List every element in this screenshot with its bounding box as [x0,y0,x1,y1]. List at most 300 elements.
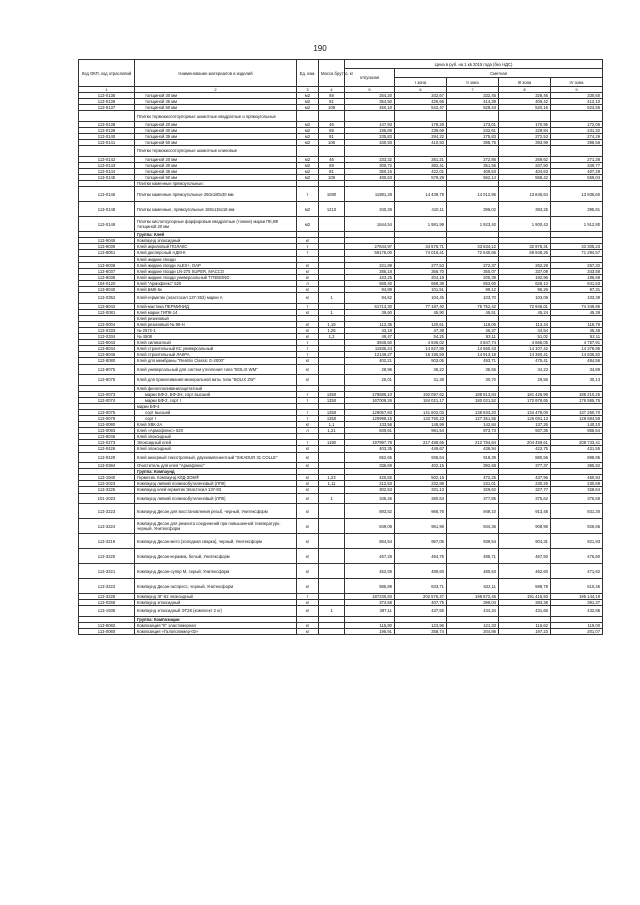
row-mass: 46 [319,156,345,162]
row-zone2-price: 399,04 [447,600,499,606]
row-code: 113-3228 [79,594,135,600]
row-name: толщиной 35 мм [135,133,297,139]
row-zone3-price: 44,54 [499,327,551,333]
row-code: 113-0141 [79,140,135,146]
row-code: 113-8043 [79,340,135,346]
row-code: 113-1936 [79,606,135,617]
row-name: Клей силикатный [135,340,297,346]
row-unit: кг [297,327,319,333]
row-name: Клей "Армофлекс" 520 [135,280,297,286]
row-zone4-price: 460,94 [551,475,603,481]
row-zone3-price: 377,37 [499,463,551,469]
row-release-price: 84,62 [345,293,395,304]
row-zone4-price: 898,95 [551,452,603,463]
row-unit: кг [297,519,319,534]
row-code: 104-0120 [79,280,135,286]
row-release-price: 893,52 [345,504,395,519]
row-zone2-price: 204,86 [447,628,499,634]
row-unit: т [297,340,319,346]
row-name: Клей фенолполивинилацетатный [135,385,297,391]
row-zone3-price: 393,25 [499,202,551,217]
row-zone4-price: 412,10 [551,99,603,105]
row-mass [319,519,345,534]
row-zone3-price: 51,02 [499,334,551,340]
row-zone4-price: 955,54 [551,428,603,434]
row-mass: 1,2 [319,334,345,340]
row-unit: м2 [297,168,319,174]
row-zone2-price: 562,14 [447,174,499,180]
row-code: 113-8037 [79,268,135,274]
row-zone3-price: 462,60 [499,564,551,579]
row-zone2-price: 35,55 [447,364,499,375]
row-unit: кг [297,475,319,481]
row-zone3-price: 181 426,99 [499,391,551,397]
row-zone2-price: 173,01 [447,121,499,127]
row-zone1-price: 426,66 [395,99,447,105]
row-code: 113-0273 [79,440,135,446]
row-zone2-price: 329,62 [447,487,499,493]
row-name: сорт I [135,415,297,421]
row-zone2-price: 212 784,64 [447,440,499,446]
row-code: 113-0060 [79,628,135,634]
row-release-price: 864,54 [345,534,395,549]
row-code: 113-9039 [79,244,135,250]
row-release-price: 450,10 [345,105,395,111]
row-unit: т [297,409,319,415]
row-zone2-price: 14 012,96 [447,187,499,202]
row-name: толщиной 20 мм [135,156,297,162]
row-code: 113-0145 [79,174,135,180]
row-code: 113-1940 [79,475,135,481]
header-code: Код ОКП, код отраслевой [79,60,135,87]
row-zone2-price: 436,94 [447,446,499,452]
col-number: 1 [79,87,135,93]
row-mass: 1210 [319,202,345,217]
table-row [79,534,603,549]
row-zone4-price: 396,56 [551,140,603,146]
row-zone2-price: 231,01 [447,481,499,487]
row-zone3-price: 126 081,13 [499,415,551,421]
row-zone2-price: 53,11 [447,334,499,340]
row-zone3-price: 116,62 [499,622,551,628]
row-code: 113-8038 [79,274,135,280]
row-release-price: 233,32 [345,156,395,162]
row-zone4-price: 330,60 [551,93,603,99]
row-zone4-price: 103,39 [551,293,603,304]
row-zone4-price: 349,77 [551,162,603,168]
row-zone4-price: 476,60 [551,549,603,564]
row-mass: 1,11 [319,481,345,487]
row-mass [319,579,345,594]
row-code: 113-3220 [79,549,135,564]
row-zone1-price: 104,45 [395,293,447,304]
row-zone1-price: 356,70 [395,268,447,274]
row-code: 113-8061 [79,250,135,256]
row-zone1-price [395,111,447,122]
row-unit: т [297,391,319,397]
row-code: 113-8046 [79,434,135,440]
row-name: Клей для мембраны "Resitrix Classic G-2000" [135,358,297,364]
row-zone3-price: 327,77 [499,487,551,493]
row-name: Компаунд ЭГ-62 эпоксидный [135,594,297,600]
row-zone3-price: 913,48 [499,504,551,519]
row-zone4-price: 34,89 [551,364,603,375]
row-unit: т [297,250,319,256]
row-code: 113-0148 [79,202,135,217]
row-name: толщиной 35 мм [135,168,297,174]
row-zone1-price: 217 488,65 [395,440,447,446]
row-zone1-price: 957,05 [395,534,447,549]
row-code: 113-0144 [79,168,135,174]
row-release-price: 849,08 [345,519,395,534]
row-unit: т [297,303,319,309]
row-zone4-price: 71 294,57 [551,250,603,256]
row-zone3-price: 192,96 [499,274,551,280]
row-zone4-price: 610,45 [551,579,603,594]
row-code: 113-8045 [79,352,135,358]
row-code: 113-0076 [79,415,135,421]
row-code: 113-0142 [79,156,135,162]
row-unit: кг [297,534,319,549]
row-name: Плитки термокислотоупорные шамотные квадратные и прямоугольные [135,111,297,122]
row-name: Плитки кислотоупорные фарфоровые квадратные (тонкие) марки ПК,КФ толщиной 20 мм [135,217,297,232]
row-name: Клей-герметик (эластосил 137-352) марки А [135,293,297,304]
table-row [79,504,603,519]
row-release-price: 11981,28 [345,187,395,202]
row-zone3-price: 95,26 [499,286,551,292]
row-zone2-price: 653,60 [447,280,499,286]
row-mass: 1350 [319,415,345,421]
row-zone1-price: 961,96 [395,519,447,534]
row-unit: кг [297,564,319,579]
row-code: 113-3221 [79,564,135,579]
row-unit: кг [297,446,319,452]
row-zone4-price: 13 935,60 [551,187,603,202]
row-zone4-price: 201,07 [551,628,603,634]
row-zone3-price: 375,62 [499,493,551,504]
row-zone1-price: 34 575,71 [395,244,447,250]
row-release-price: 585,89 [345,579,395,594]
row-unit [297,111,319,122]
table-row [79,564,603,579]
row-zone3-price: 393,99 [499,140,551,146]
row-code: 113-0073 [79,391,135,397]
row-unit: м2 [297,162,319,168]
row-unit: кг [297,504,319,519]
row-name: Клей жидкие гвозди ALEX+, DAP [135,262,297,268]
row-name: марки БФ-4 [135,403,297,409]
row-unit: кг [297,274,319,280]
row-release-price: 350,15 [345,168,395,174]
row-zone1-price: 437,55 [395,606,447,617]
row-zone1-price: 14 927,89 [395,346,447,352]
row-name: Клей строительный ЛАКРА [135,352,297,358]
row-code [79,146,135,157]
row-code: 113-0140 [79,133,135,139]
row-unit: т [297,244,319,250]
row-release-price: 403,35 [345,446,395,452]
row-name: толщиной 20 мм [135,121,297,127]
row-zone3-price: 14 360,41 [499,352,551,358]
row-mass [319,146,345,157]
row-name: Очиститель для клея "Армофлекс" [135,463,297,469]
row-release-price: 852,65 [345,452,395,463]
row-name: Компаунд липкий полиизобутиленовый (ЛПК) [135,493,297,504]
row-release-price: 302,53 [345,487,395,493]
row-unit: л [297,280,319,286]
row-zone1-price: 362,41 [395,162,447,168]
row-code: 113-0004 [79,321,135,327]
row-name: Плитки каменные прямоугольные: [135,181,297,187]
row-code: 113-0429 [79,452,135,463]
row-name: Группа: Композиции [135,616,297,622]
row-name: Компаунд клей-герметик Эластосил 137-83 [135,487,297,493]
row-code: 113-8042 [79,303,135,309]
row-zone3-price: 204 459,61 [499,440,551,446]
row-zone1-price: 422,01 [395,168,447,174]
header-estimated: Сметная [395,69,603,78]
row-release-price: 59176,00 [345,250,395,256]
row-zone1-price: 502,15 [395,475,447,481]
row-zone4-price: 274,29 [551,133,603,139]
row-name: толщиной 50 мм [135,174,297,180]
row-unit: т [297,440,319,446]
row-zone4-price: 385,92 [551,463,603,469]
row-zone3-price: 13 845,64 [499,187,551,202]
row-zone3-price [499,111,551,122]
row-zone3-price: 404,63 [499,168,551,174]
row-zone3-price [499,146,551,157]
row-zone4-price: 196,68 [551,274,603,280]
row-code: 113-2023 [79,481,135,487]
col-number: 6 [395,87,447,93]
row-code: 113-0138 [79,121,135,127]
row-zone2-price: 275,83 [447,133,499,139]
row-release-price: 374,58 [345,600,395,606]
row-unit: кг [297,622,319,628]
row-name: Плитки каменные, прямоугольные 180х115х18 мм [135,202,297,217]
row-zone1-price: 202 576,47 [395,594,447,600]
row-zone2-price: 45,51 [447,309,499,315]
row-zone1-price: 178,28 [395,121,447,127]
row-zone2-price: 188 813,84 [447,391,499,397]
row-name: Компаунд Десан-супер М, серый, Унитексформ [135,564,297,579]
row-name: марки БФ-2, сорт I [135,397,297,403]
row-unit: м2 [297,93,319,99]
row-code: 113-9045 [79,238,135,244]
row-zone3-price: 431,66 [499,606,551,617]
row-zone3-price: 272,53 [499,133,551,139]
row-unit [297,146,319,157]
row-name: Герметик. Компаунд КЛД-ЗОМ® [135,475,297,481]
row-release-price: 27644,97 [345,244,395,250]
row-mass [319,549,345,564]
row-release-price: 12149,27 [345,352,395,358]
row-release-price: 11935,24 [345,346,395,352]
row-zone2-price: 350,07 [447,268,499,274]
row-zone4-price [551,146,603,157]
row-release-price: 195,91 [345,628,395,634]
row-name: № 2572-1 [135,327,297,333]
row-zone4-price: 30,13 [551,375,603,386]
row-release-price: 340,28 [345,202,395,217]
row-unit: кг [297,286,319,292]
col-number: 8 [499,87,551,93]
row-zone4-price: 921,93 [551,534,603,549]
row-zone1-price: 991,54 [395,428,447,434]
row-zone2-price: 918,39 [447,452,499,463]
table-row [79,202,603,217]
row-unit: кг [297,238,319,244]
row-name: Композиция "К" эластомерная [135,622,297,628]
row-unit: кг [297,487,319,493]
row-zone3-price: 172 978,65 [499,397,551,403]
row-name: толщиной 30 мм [135,93,297,99]
table-row [79,293,603,304]
row-code: 113-3223 [79,504,135,519]
table-row [79,187,603,202]
row-release-price [345,146,395,157]
row-name: толщиной 50 мм [135,105,297,111]
row-zone4-price: 1 912,80 [551,217,603,232]
row-zone2-price: 118,06 [447,321,499,327]
row-release-price: 167009,26 [345,397,395,403]
col-number: 4 [319,87,345,93]
col-number: 7 [447,87,499,93]
row-code: 113-0149 [79,217,135,232]
row-zone4-price [551,111,603,122]
row-name: Клей универсальный для систем утепления типа "BOLIX WM" [135,364,297,375]
row-zone4-price: 267,32 [551,262,603,268]
row-release-price: 43,18 [345,327,395,333]
row-unit: м2 [297,217,319,232]
row-unit: кг [297,452,319,463]
row-zone2-price: 493,71 [447,358,499,364]
row-code: 113-0135 [79,93,135,99]
row-mass [319,504,345,519]
row-zone2-price: 272,86 [447,156,499,162]
row-code: 113-8076 [79,375,135,386]
row-zone4-price: 231,32 [551,127,603,133]
row-zone2-price: 4 847,74 [447,340,499,346]
row-zone4-price: 176 585,75 [551,397,603,403]
table-row [79,579,603,594]
row-unit: кг [297,463,319,469]
row-release-price: 420,82 [345,475,395,481]
row-zone4-price: 33 305,23 [551,244,603,250]
row-unit: м2 [297,121,319,127]
row-unit: т [297,397,319,403]
row-zone2-price: 351,56 [447,162,499,168]
row-release-price: 84,89 [345,286,395,292]
row-code: 113-8075 [79,364,135,375]
row-code: 113-3219 [79,534,135,549]
row-unit: т [297,187,319,202]
row-release-price: 25,01 [345,375,395,386]
row-release-price: 452,59 [345,564,395,579]
row-zone2-price: 232,61 [447,127,499,133]
row-unit: м2 [297,156,319,162]
row-code: 113-8080 [79,358,135,364]
row-zone4-price: 208 733,41 [551,440,603,446]
row-zone4-price: 137 250,70 [551,409,603,415]
row-zone3-price: 475,41 [499,358,551,364]
row-code: 113-8082 [79,622,135,628]
row-release-price: 340,93 [345,140,395,146]
row-unit: кг [297,628,319,634]
row-zone1-price: 258,74 [395,628,447,634]
row-code: 113-3224 [79,519,135,534]
row-mass: 69 [319,162,345,168]
row-release-price: 254,20 [345,93,395,99]
row-zone1-price: 449,67 [395,446,447,452]
row-zone1-price: 101,51 [395,286,447,292]
row-zone3-price: 908,95 [499,519,551,534]
row-zone2-price: 127 351,56 [447,415,499,421]
row-zone2-price: 200,39 [447,274,499,280]
row-zone1-price: 4 936,02 [395,340,447,346]
row-zone4-price: 14 636,82 [551,352,603,358]
row-mass: 108 [319,174,345,180]
row-unit: кг [297,375,319,386]
row-code: 113-0384 [79,463,135,469]
row-name: толщиной 30 мм [135,162,297,168]
row-zone4-price: 343,58 [551,268,603,274]
row-zone2-price: 33 634,12 [447,244,499,250]
row-code: 113-0093 [79,428,135,434]
row-release-price: 195,89 [345,127,395,133]
row-mass: 81 [319,133,345,139]
row-zone3-price: 170,95 [499,121,551,127]
row-name: толщиной 35 мм [135,99,297,105]
row-name: Клей жидкие гвозди универсальный TITEBOND [135,274,297,280]
row-zone1-price: 14 439,79 [395,187,447,202]
row-zone1-price: 232,88 [395,481,447,487]
row-zone2-price: 272,37 [447,262,499,268]
row-zone2-price: 480,63 [447,564,499,579]
row-zone2-price: 398,75 [447,140,499,146]
row-name: Клей эпоксидный [135,446,297,452]
row-name: Компаунд Десан-мето (холодная сварка), черный, Унитексформ [135,534,297,549]
row-zone2-price: 142,84 [447,422,499,428]
row-release-price: 1644,54 [345,217,395,232]
row-zone1-price: 494,76 [395,549,447,564]
row-unit: м2 [297,174,319,180]
row-mass [319,452,345,463]
row-unit: т [297,415,319,421]
table-row [79,493,603,504]
row-mass: 1 [319,293,345,304]
row-zone3-price: 904,31 [499,534,551,549]
row-zone1-price: 281,21 [395,156,447,162]
row-zone1-price: 47,38 [395,327,447,333]
row-zone2-price: 949,10 [447,504,499,519]
row-name: марки БФ-2, БФ-2Н, сорт высший [135,391,297,397]
row-zone1-price: 669,38 [395,280,447,286]
row-zone1-price: 936,64 [395,452,447,463]
row-name: толщиной 50 мм [135,140,297,146]
row-mass: 69 [319,93,345,99]
row-unit: кг [297,600,319,606]
row-zone4-price: 4 757,91 [551,340,603,346]
row-name: Компаунд Десан для ремонта соединений при повышенной температуре, черный, Унитексформ [135,519,297,534]
row-mass: 1,23 [319,475,345,481]
row-release-price: 3946,50 [345,340,395,346]
row-zone2-price: 377,85 [447,493,499,504]
row-name: Клей ХВК-2А [135,422,297,428]
col-number: 5 [345,87,395,93]
row-unit: кг [297,268,319,274]
